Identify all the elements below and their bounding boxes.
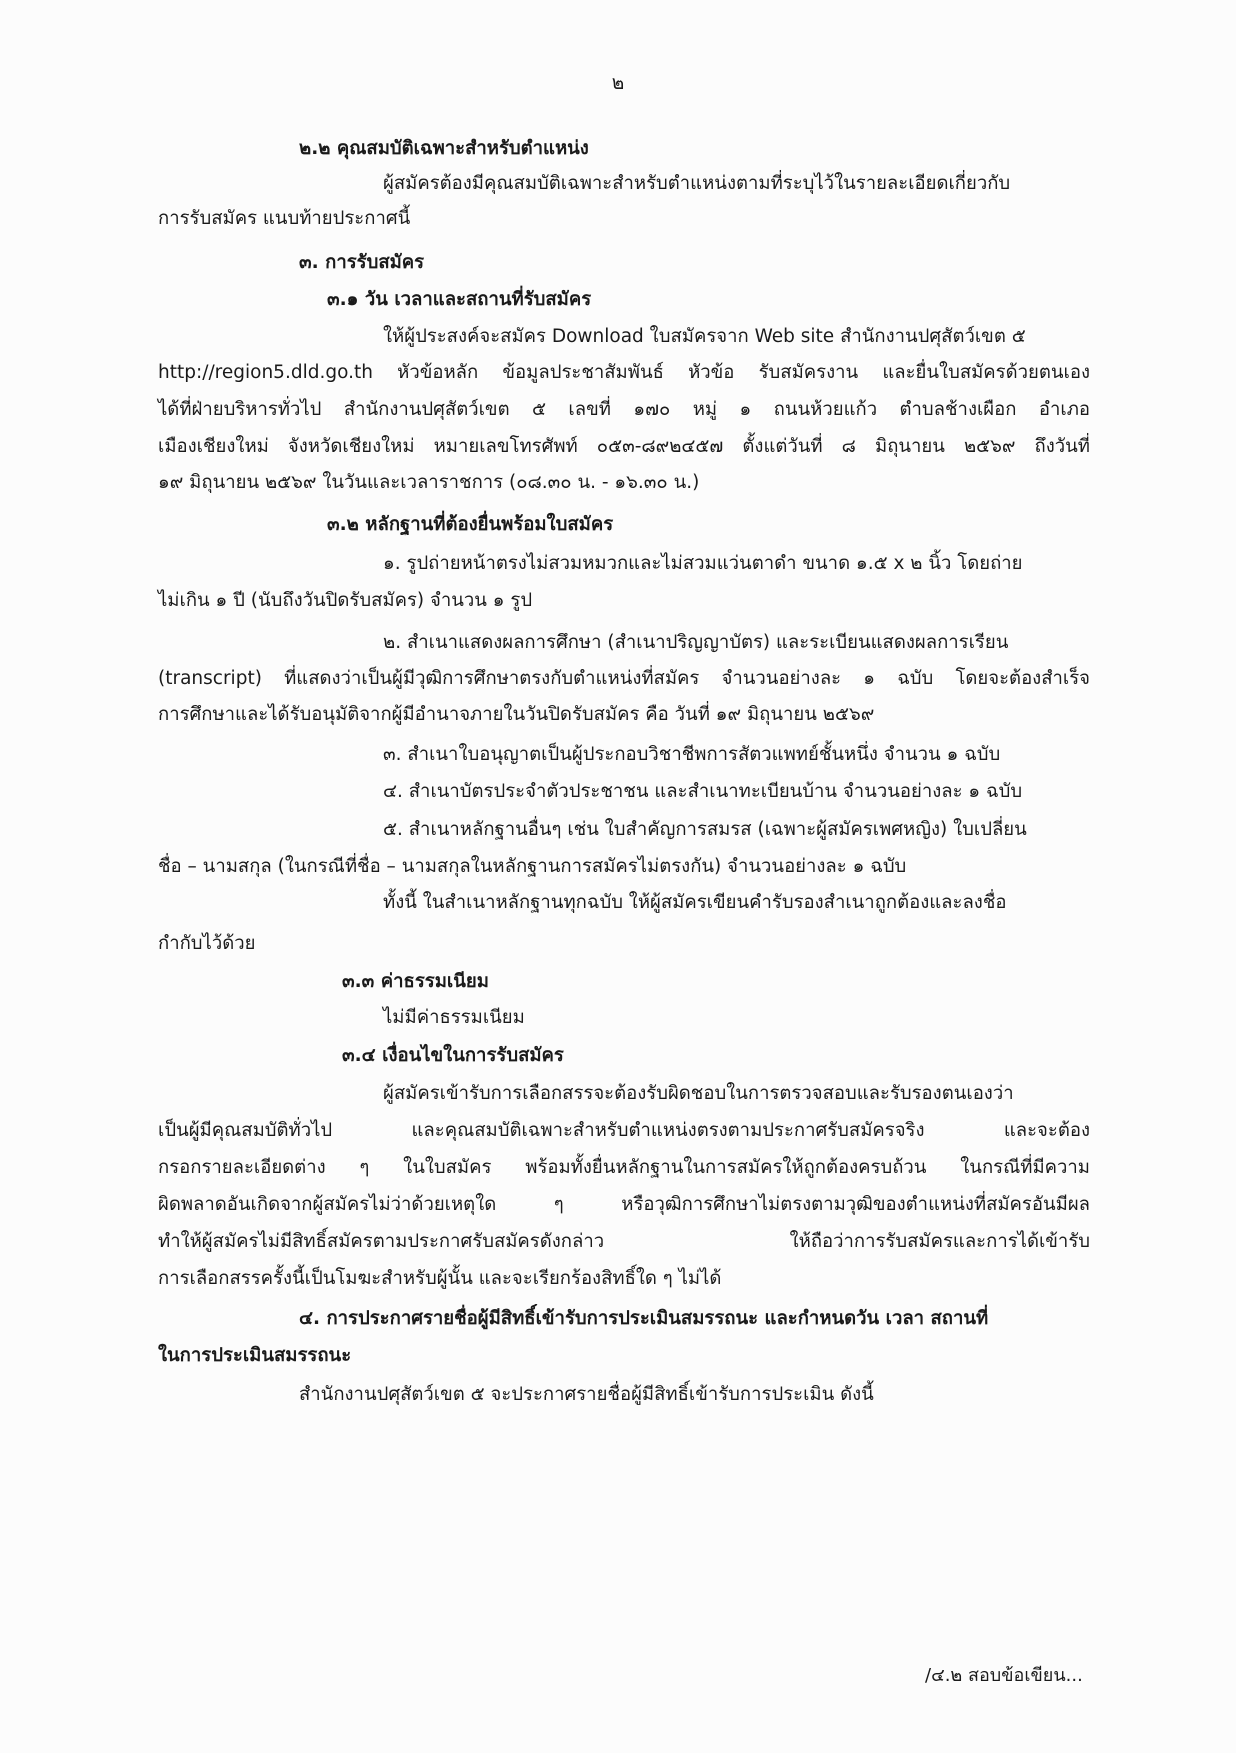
para-line: การรับสมัคร แนบท้ายประกาศนี้ xyxy=(158,208,411,229)
para-line: ผู้สมัครต้องมีคุณสมบัติเฉพาะสำหรับตำแหน่งตามที่ระบุไว้ในรายละเอียดเกี่ยวกับ xyxy=(383,173,1011,194)
para-line: (transcript) ที่แสดงว่าเป็นผู้มีวุฒิการศึกษาตรงกับตำแหน่งที่สมัคร จำนวนอย่างละ ๑ ฉบับ โดยจะต้องสำเร็จ xyxy=(158,668,1090,689)
para-line: ได้ที่ฝ่ายบริหารทั่วไป สำนักงานปศุสัตว์เขต ๕ เลขที่ ๑๗๐ หมู่ ๑ ถนนห้วยแก้ว ตำบลช้างเผือก อำเภอ xyxy=(158,399,1090,420)
heading-3: ๓. การรับสมัคร xyxy=(299,252,425,273)
heading-3-3: ๓.๓ ค่าธรรมเนียม xyxy=(342,971,489,992)
para-line: ผู้สมัครเข้ารับการเลือกสรรจะต้องรับผิดชอบในการตรวจสอบและรับรองตนเองว่า xyxy=(383,1083,1014,1104)
para-line: ทำให้ผู้สมัครไม่มีสิทธิ์สมัครตามประกาศรับสมัครดังกล่าว ให้ถือว่าการรับสมัครและการได้เข้ารับ xyxy=(158,1231,1090,1252)
para-line: กำกับไว้ด้วย xyxy=(158,933,256,954)
para-line: กรอกรายละเอียดต่าง ๆ ในใบสมัคร พร้อมทั้งยื่นหลักฐานในการสมัครให้ถูกต้องครบถ้วน ในกรณีที่มีความ xyxy=(158,1157,1090,1178)
page-number: ๒ xyxy=(611,72,625,94)
heading-4: ๔. การประกาศรายชื่อผู้มีสิทธิ์เข้ารับการประเมินสมรรถนะ และกำหนดวัน เวลา สถานที่ xyxy=(299,1308,989,1329)
heading-2-2: ๒.๒ คุณสมบัติเฉพาะสำหรับตำแหน่ง xyxy=(299,138,589,159)
list-item: ๑. รูปถ่ายหน้าตรงไม่สวมหมวกและไม่สวมแว่นตาดำ ขนาด ๑.๕ x ๒ นิ้ว โดยถ่าย xyxy=(383,553,1023,574)
page-footer: /๔.๒ สอบข้อเขียน... xyxy=(925,1665,1083,1686)
heading-4-cont: ในการประเมินสมรรถนะ xyxy=(158,1345,352,1366)
heading-3-2: ๓.๒ หลักฐานที่ต้องยื่นพร้อมใบสมัคร xyxy=(327,514,614,535)
para-line: เป็นผู้มีคุณสมบัติทั่วไป และคุณสมบัติเฉพาะสำหรับตำแหน่งตรงตามประกาศรับสมัครจริง และจะต้อง xyxy=(158,1120,1090,1141)
list-item: ๓. สำเนาใบอนุญาตเป็นผู้ประกอบวิชาชีพการสัตวแพทย์ชั้นหนึ่ง จำนวน ๑ ฉบับ xyxy=(383,744,1001,765)
para-line: ไม่มีค่าธรรมเนียม xyxy=(383,1007,525,1028)
para-line: ผิดพลาดอันเกิดจากผู้สมัครไม่ว่าด้วยเหตุใด ๆ หรือวุฒิการศึกษาไม่ตรงตามวุฒิของตำแหน่งที่สมัครอันมีผล xyxy=(158,1194,1090,1215)
para-line: http://region5.dld.go.th หัวข้อหลัก ข้อมูลประชาสัมพันธ์ หัวข้อ รับสมัครงาน และยื่นใบสมัครด้วยตนเอง xyxy=(158,362,1090,383)
list-item: ๕. สำเนาหลักฐานอื่นๆ เช่น ใบสำคัญการสมรส (เฉพาะผู้สมัครเพศหญิง) ใบเปลี่ยน xyxy=(383,819,1027,840)
heading-3-4: ๓.๔ เงื่อนไขในการรับสมัคร xyxy=(342,1045,564,1066)
para-line: ให้ผู้ประสงค์จะสมัคร Download ใบสมัครจาก Web site สำนักงานปศุสัตว์เขต ๕ xyxy=(383,326,1026,347)
para-line: เมืองเชียงใหม่ จังหวัดเชียงใหม่ หมายเลขโทรศัพท์ ๐๕๓-๘๙๒๔๕๗ ตั้งแต่วันที่ ๘ มิถุนายน ๒๕๖๙ ถึงวันที่ xyxy=(158,436,1090,457)
para-line: ๑๙ มิถุนายน ๒๕๖๙ ในวันและเวลาราชการ (๐๘.๓๐ น. - ๑๖.๓๐ น.) xyxy=(158,472,700,493)
para-line: การเลือกสรรครั้งนี้เป็นโมฆะสำหรับผู้นั้น และจะเรียกร้องสิทธิ์ใด ๆ ไม่ได้ xyxy=(158,1268,722,1289)
para-line: ทั้งนี้ ในสำเนาหลักฐานทุกฉบับ ให้ผู้สมัครเขียนคำรับรองสำเนาถูกต้องและลงชื่อ xyxy=(383,892,1007,913)
heading-3-1: ๓.๑ วัน เวลาและสถานที่รับสมัคร xyxy=(327,289,592,310)
para-line: สำนักงานปศุสัตว์เขต ๕ จะประกาศรายชื่อผู้มีสิทธิ์เข้ารับการประเมิน ดังนี้ xyxy=(299,1384,874,1405)
para-line: ไม่เกิน ๑ ปี (นับถึงวันปิดรับสมัคร) จำนวน ๑ รูป xyxy=(158,590,533,611)
list-item: ๔. สำเนาบัตรประจำตัวประชาชน และสำเนาทะเบียนบ้าน จำนวนอย่างละ ๑ ฉบับ xyxy=(383,781,1023,802)
para-line: การศึกษาและได้รับอนุมัติจากผู้มีอำนาจภายในวันปิดรับสมัคร คือ วันที่ ๑๙ มิถุนายน ๒๕๖๙ xyxy=(158,704,875,725)
list-item: ๒. สำเนาแสดงผลการศึกษา (สำเนาปริญญาบัตร) และระเบียนแสดงผลการเรียน xyxy=(383,632,1009,653)
para-line: ชื่อ – นามสกุล (ในกรณีที่ชื่อ – นามสกุลในหลักฐานการสมัครไม่ตรงกัน) จำนวนอย่างละ ๑ ฉบับ xyxy=(158,856,907,877)
